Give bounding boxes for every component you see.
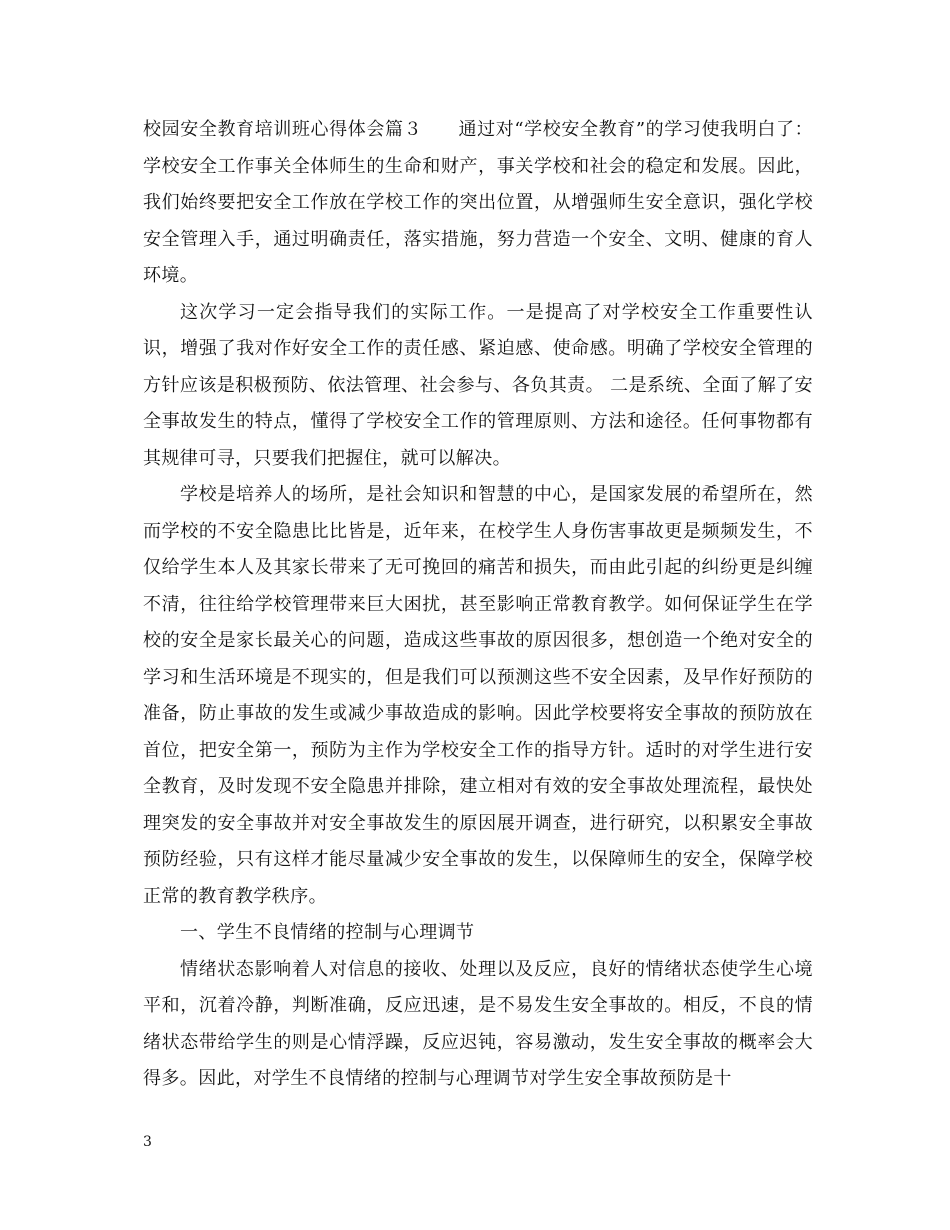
paragraph-3: 情绪状态影响着人对信息的接收、处理以及反应，良好的情绪状态使学生心境平和，沉着冷静，判断准确，反应迅速，是不易发生安全事故的。相反，不良的情绪状态带给学生的则是心情浮躁，反应迟钝，容易激动，发生安全事故的概率会大得多。因此，对学生不良情绪的控制与心理调节对学生安全事故预防是十 [143,958,813,1089]
section-heading: 一、学生不良情绪的控制与心理调节 [180,922,475,943]
opening-paragraph [143,112,813,295]
paragraph-2: 学校是培养人的场所，是社会知识和智慧的中心，是国家发展的希望所在，然而学校的不安全隐患比比皆是，近年来，在校学生人身伤害事故更是频频发生，不仅给学生本人及其家长带来了无可挽回的痛苦和损失，而由此引起的纠纷更是纠缠不清，往往给学校管理带来巨大困扰，甚至影响正常教育教学。如何保证学生在学校的安全是家长最关心的问题，造成这些事故的原因很多，想创造一个绝对安全的学习和生活环境是不现实的，但是我们可以预测这些不安全因素，及早作好预防的准备，防止事故的发生或减少事故造成的影响。因此学校要将安全事故的预防放在首位，把安全第一，预防为主作为学校安全工作的指导方针。适时的对学生进行安全教育，及时发现不安全隐患并排除，建立相对有效的安全事故处理流程，最快处理突发的安全事故并对安全事故发生的原因展开调查，进行研究，以积累安全事故预防经验，只有这样才能尽量减少安全事故的发生，以保障师生的安全，保障学校正常的教育教学秩序。 [143,484,813,907]
paragraph-1: 这次学习一定会指导我们的实际工作。一是提高了对学校安全工作重要性认识，增强了我对作好安全工作的责任感、紧迫感、使命感。明确了学校安全管理的方针应该是积极预防、依法管理、社会参与、各负其责。 二是系统、全面了解了安全事故发生的特点，懂得了学校安全工作的管理原则、方法和途径。任何事物都有其规律可寻，只要我们把握住，就可以解决。 [143,301,813,469]
intro-text: 通过对“学校安全教育”的学习使我明白了：学校安全工作事关全体师生的生命和财产，事关学校和社会的稳定和发展。因此，我们始终要把安全工作放在学校工作的突出位置，从增强师生安全意识，强化学校安全管理入手，通过明确责任，落实措施，努力营造一个安全、文明、健康的育人环境。 [143,119,814,286]
document-title: 校园安全教育培训班心得体会篇３ [143,119,423,140]
document-body [143,112,813,1098]
page-number: 3 [143,1134,152,1150]
